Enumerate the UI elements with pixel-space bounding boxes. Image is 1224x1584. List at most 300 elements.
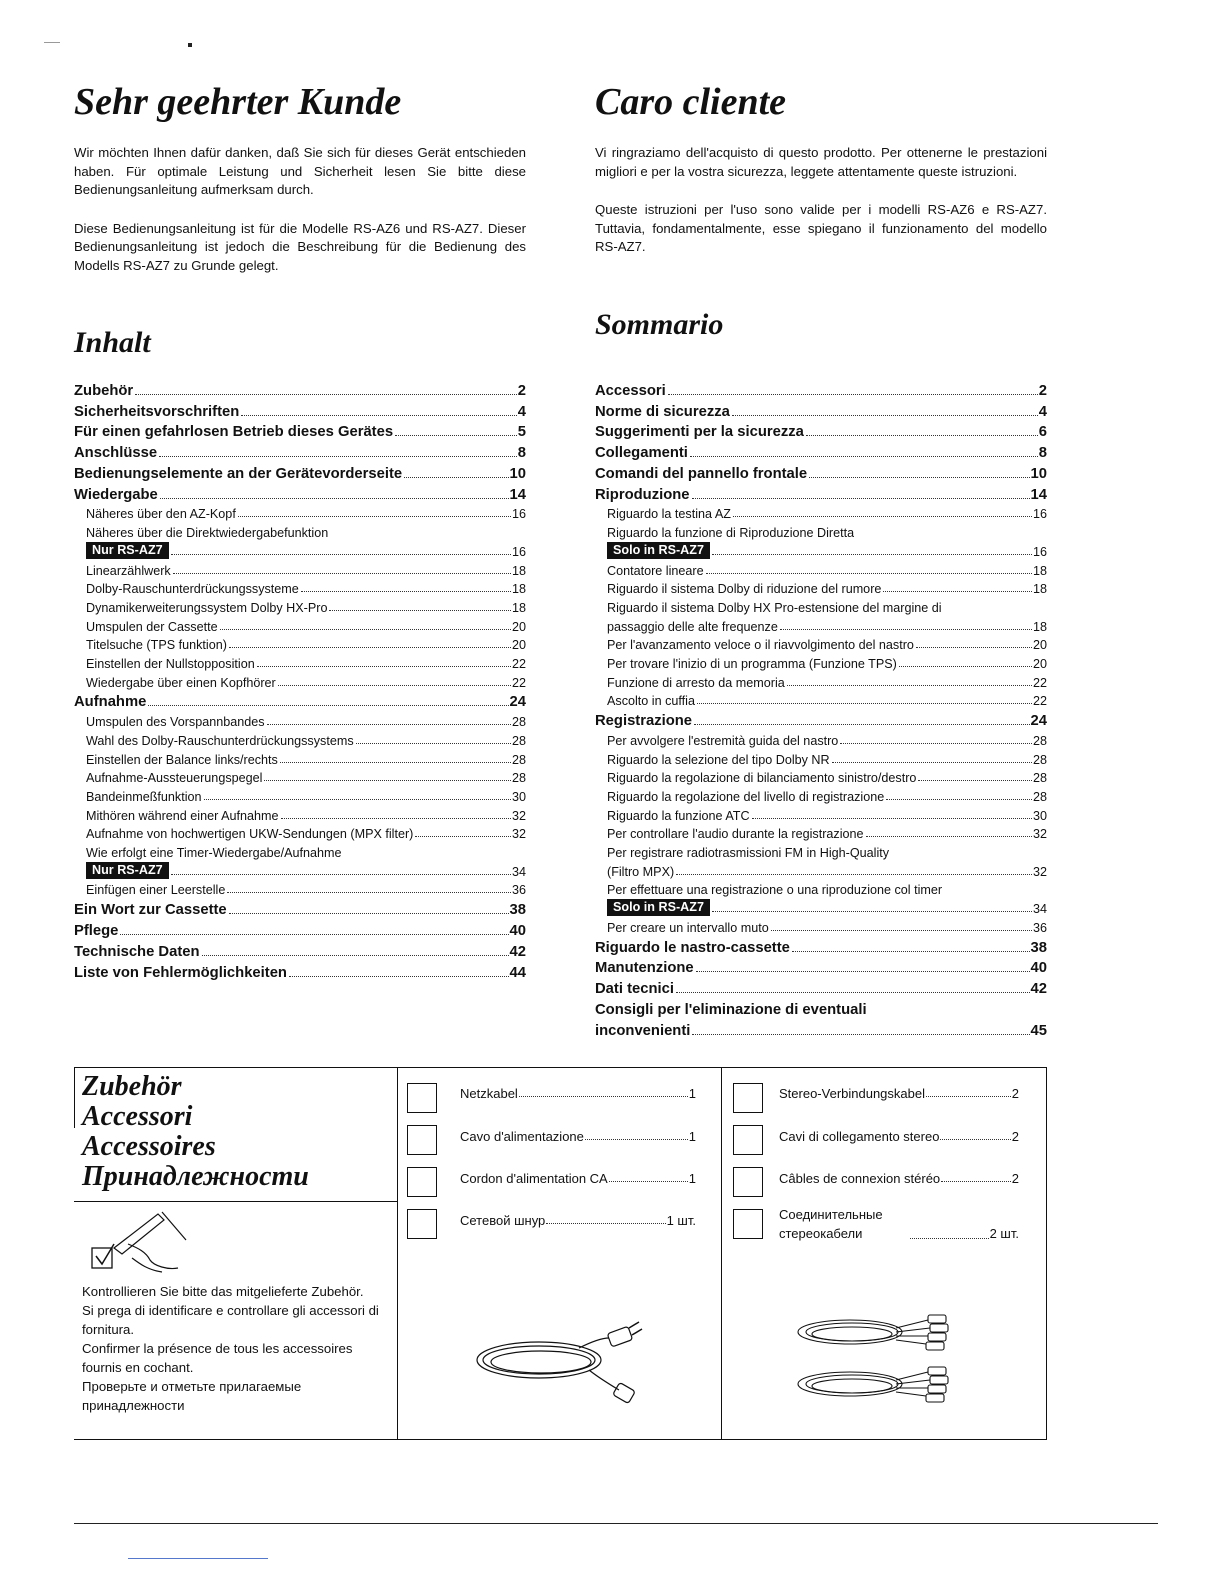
german-toc-label: Einstellen der Balance links/rechts	[86, 752, 278, 767]
stereo-cable-qty-fr: 2	[1011, 1171, 1019, 1186]
divider-1	[397, 1068, 398, 1439]
german-toc-leader	[238, 516, 511, 517]
italian-toc-label: Consigli per l'eliminazione di eventuali	[595, 1001, 867, 1018]
italian-toc-page: 28	[1032, 789, 1047, 804]
stereo-cable-label-ru: Соединительные стереокабели	[779, 1207, 883, 1241]
italian-toc-label: Riguardo la regolazione di bilanciamento sinistro/destro	[607, 771, 917, 786]
italian-toc-entry	[595, 559, 1047, 578]
german-toc-label: Näheres über den AZ-Kopf	[86, 507, 236, 522]
german-toc-leader	[120, 934, 508, 935]
german-toc-entry	[74, 785, 526, 804]
german-toc	[74, 378, 526, 981]
italian-toc-label: Comandi del pannello frontale	[595, 465, 808, 482]
accessories-box	[74, 1067, 1047, 1440]
italian-model-badge: Solo in RS-AZ7	[607, 899, 710, 916]
italian-toc-leader	[732, 415, 1038, 416]
german-toc-leader	[264, 780, 511, 781]
italian-toc-label: Collegamenti	[595, 445, 688, 462]
italian-toc-page: 20	[1032, 638, 1047, 653]
italian-toc-leader	[733, 516, 1032, 517]
german-toc-entry	[74, 540, 526, 559]
stereo-cable-label-fr: Câbles de connexion stéréo	[779, 1171, 941, 1186]
italian-toc-page: 8	[1038, 445, 1047, 462]
italian-toc-page: 32	[1032, 827, 1047, 842]
german-toc-entry	[74, 378, 526, 399]
german-toc-label: Pflege	[74, 922, 119, 939]
italian-toc-leader	[792, 951, 1030, 952]
german-toc-entry	[74, 879, 526, 898]
italian-toc-entry	[595, 482, 1047, 503]
german-toc-label: Titelsuche (TPS funktion)	[86, 638, 227, 653]
german-toc-label: Aufnahme von hochwertigen UKW-Sendungen (MPX filter)	[86, 827, 414, 842]
power-cord-label-fr: Cordon d'alimentation CA	[460, 1171, 608, 1186]
italian-toc-entry	[595, 767, 1047, 786]
italian-toc-page: 20	[1032, 656, 1047, 671]
italian-toc-entry	[595, 956, 1047, 977]
italian-toc-leader	[676, 874, 1032, 875]
german-toc-page: 5	[517, 424, 526, 441]
italian-toc-leader	[866, 836, 1032, 837]
german-intro-p2: Diese Bedienungsanleitung ist für die Modelle RS-AZ6 und RS-AZ7. Dieser Bedienungsanleitung ist jedoch die Beschreibung für die Bedienung des Modells RS-AZ7 zu Grunde gelegt.	[74, 220, 526, 273]
german-toc-leader	[229, 913, 509, 914]
italian-toc-entry	[595, 671, 1047, 690]
power-cord-checkbox-it[interactable]	[407, 1125, 437, 1155]
italian-toc-label: Dati tecnici	[595, 981, 674, 998]
german-toc-label: Für einen gefahrlosen Betrieb dieses Gerätes	[74, 424, 394, 441]
italian-toc-label: Riguardo la testina AZ	[607, 507, 731, 522]
italian-toc-leader	[752, 818, 1032, 819]
italian-toc-leader	[918, 780, 1032, 781]
acc-title-it: Accessori	[82, 1101, 193, 1132]
scan-dot	[188, 43, 192, 47]
italian-toc-page: 16	[1032, 507, 1047, 522]
stereo-cable-qty-de: 2	[1011, 1086, 1019, 1101]
italian-toc-page: 36	[1032, 920, 1047, 935]
italian-toc-entry	[595, 841, 1047, 860]
italian-intro-p2: Queste istruzioni per l'uso sono valide per i modelli RS-AZ6 e RS-AZ7. Tuttavia, fondamentalmente, esse spiegano il funzionamento del modello RS-AZ7.	[595, 202, 1047, 254]
german-toc-page: 22	[511, 675, 526, 690]
italian-toc-title: Sommario	[595, 308, 724, 341]
german-toc-leader	[160, 498, 509, 499]
power-cord-checkbox-de[interactable]	[407, 1083, 437, 1113]
italian-toc-entry	[595, 748, 1047, 767]
stereo-cable-it	[779, 1129, 1019, 1144]
stereo-cable-ru	[779, 1205, 1019, 1243]
italian-toc-leader	[832, 762, 1032, 763]
italian-toc-leader	[771, 930, 1032, 931]
german-toc-label: Ein Wort zur Cassette	[74, 902, 227, 919]
german-toc-leader	[204, 799, 511, 800]
italian-toc-label: Ascolto in cuffia	[607, 694, 695, 709]
italian-toc-leader	[676, 992, 1030, 993]
italian-toc-label: Per avvolgere l'estremità guida del nastro	[607, 733, 839, 748]
german-toc-label: Technische Daten	[74, 943, 200, 960]
german-toc-entry	[74, 939, 526, 960]
italian-toc-entry	[595, 804, 1047, 823]
italian-toc-label: Per l'avanzamento veloce o il riavvolgimento del nastro	[607, 638, 914, 653]
check-text-ru: Проверьте и отметьте прилагаемые принадлежности	[82, 1379, 302, 1413]
german-toc-label: Zubehör	[74, 382, 134, 399]
italian-intro	[595, 144, 1047, 257]
german-toc-leader	[173, 573, 511, 574]
german-toc-entry	[74, 729, 526, 748]
german-toc-leader	[329, 610, 511, 611]
power-cord-qty-fr: 1	[688, 1171, 696, 1186]
german-toc-page: 32	[511, 808, 526, 823]
german-toc-entry	[74, 767, 526, 786]
italian-toc-label: Riproduzione	[595, 486, 690, 503]
german-toc-leader	[148, 705, 508, 706]
german-toc-page: 36	[511, 883, 526, 898]
german-toc-leader	[281, 818, 511, 819]
power-cord-de	[460, 1086, 696, 1101]
italian-toc-page: 45	[1030, 1022, 1047, 1039]
german-title: Sehr geehrter Kunde	[74, 81, 402, 123]
italian-toc-leader	[697, 703, 1032, 704]
italian-toc-label: Per controllare l'audio durante la registrazione	[607, 827, 864, 842]
italian-toc-leader	[916, 647, 1032, 648]
italian-toc-page: 2	[1038, 382, 1047, 399]
german-toc-leader	[171, 554, 511, 555]
german-toc-label: Bedienungselemente an der Gerätevorderseite	[74, 465, 403, 482]
stereo-cable-checkbox-fr[interactable]	[733, 1167, 763, 1197]
scan-mark	[44, 42, 60, 43]
italian-toc-leader	[883, 591, 1032, 592]
german-toc-label: Umspulen des Vorspannbandes	[86, 715, 265, 730]
italian-toc-page: 38	[1030, 939, 1047, 956]
german-toc-page: 44	[509, 964, 526, 981]
italian-toc-label: Riguardo il sistema Dolby HX Pro-estensione del margine di	[607, 600, 942, 615]
german-toc-leader	[280, 762, 511, 763]
italian-toc-label: Funzione di arresto da memoria	[607, 675, 785, 690]
italian-toc-entry	[595, 1018, 1047, 1039]
italian-toc-entry	[595, 440, 1047, 461]
italian-toc-label: Riguardo la selezione del tipo Dolby NR	[607, 752, 830, 767]
italian-toc-entry	[595, 860, 1047, 879]
german-toc-leader	[257, 666, 511, 667]
italian-toc-page: 4	[1038, 403, 1047, 420]
power-cord-qty-it: 1	[688, 1129, 696, 1144]
german-toc-entry	[74, 690, 526, 711]
german-toc-leader	[278, 685, 511, 686]
german-intro-p1: Wir möchten Ihnen dafür danken, daß Sie sich für dieses Gerät entschieden haben. Für optimale Leistung und Sicherheit lesen Sie bitte diese Bedienungsanleitung aufmerksam durch.	[74, 145, 526, 197]
german-toc-page: 8	[517, 445, 526, 462]
german-toc-entry	[74, 823, 526, 842]
italian-toc-entry	[595, 378, 1047, 399]
german-toc-page: 18	[511, 582, 526, 597]
german-toc-entry	[74, 748, 526, 767]
german-toc-entry	[74, 615, 526, 634]
stereo-cable-checkbox-ru[interactable]	[733, 1209, 763, 1239]
german-toc-entry	[74, 918, 526, 939]
check-text-de: Kontrollieren Sie bitte das mitgelieferte Zubehör.	[82, 1284, 364, 1299]
power-cord-checkbox-fr[interactable]	[407, 1167, 437, 1197]
power-cord-it	[460, 1129, 696, 1144]
german-toc-entry	[74, 596, 526, 615]
italian-toc-entry	[595, 503, 1047, 522]
german-toc-entry	[74, 897, 526, 918]
german-toc-entry	[74, 559, 526, 578]
stereo-cable-checkbox-it[interactable]	[733, 1125, 763, 1155]
german-toc-label: Aufnahme	[74, 694, 147, 711]
italian-toc-label: Suggerimenti per la sicurezza	[595, 424, 804, 441]
italian-toc-label: Norme di sicurezza	[595, 403, 730, 420]
italian-toc-leader	[692, 498, 1030, 499]
italian-toc-entry	[595, 823, 1047, 842]
italian-toc-entry	[595, 652, 1047, 671]
italian-toc-entry	[595, 634, 1047, 653]
power-cord-drawing	[469, 1318, 649, 1408]
italian-toc-entry	[595, 461, 1047, 482]
italian-toc-label: Accessori	[595, 382, 666, 399]
german-toc-page: 40	[509, 922, 526, 939]
german-toc-page: 10	[509, 465, 526, 482]
italian-toc-page: 34	[1032, 902, 1047, 917]
italian-toc-page: 18	[1032, 619, 1047, 634]
italian-toc-page: 14	[1030, 486, 1047, 503]
power-cord-label-it: Cavo d'alimentazione	[460, 1129, 584, 1144]
italian-toc-entry	[595, 615, 1047, 634]
german-toc-label: Liste von Fehlermöglichkeiten	[74, 964, 287, 981]
german-toc-leader	[229, 647, 511, 648]
german-toc-page: 18	[511, 600, 526, 615]
italian-toc-page: 32	[1032, 864, 1047, 879]
italian-toc-leader	[780, 629, 1032, 630]
german-toc-label: Einfügen einer Leerstelle	[86, 883, 226, 898]
german-toc-page: 16	[511, 544, 526, 559]
italian-toc-entry	[595, 708, 1047, 729]
german-toc-page: 20	[511, 638, 526, 653]
german-toc-entry	[74, 710, 526, 729]
german-toc-leader	[404, 477, 508, 478]
italian-toc-leader	[886, 799, 1032, 800]
german-toc-label: Wiedergabe	[74, 486, 158, 503]
german-toc-entry	[74, 634, 526, 653]
acc-title-fr: Accessoires	[82, 1131, 216, 1162]
german-intro	[74, 144, 526, 275]
stereo-cable-qty-ru: 2 шт.	[989, 1226, 1019, 1241]
german-toc-page: 32	[511, 827, 526, 842]
german-toc-leader	[301, 591, 511, 592]
german-toc-page: 28	[511, 752, 526, 767]
german-toc-label: Näheres über die Direktwiedergabefunktion	[86, 526, 329, 541]
bottom-rule	[74, 1523, 1158, 1524]
italian-toc-page: 30	[1032, 808, 1047, 823]
italian-toc-page: 28	[1032, 733, 1047, 748]
german-toc-entry	[74, 420, 526, 441]
italian-toc-heading	[595, 308, 723, 342]
italian-toc-label: Per registrare radiotrasmissioni FM in High-Quality	[607, 845, 890, 860]
german-toc-page: 20	[511, 619, 526, 634]
power-cord-checkbox-ru[interactable]	[407, 1209, 437, 1239]
check-text-it: Si prega di identificare e controllare gli accessori di fornitura.	[82, 1303, 379, 1337]
italian-toc-leader	[712, 554, 1032, 555]
italian-toc-entry	[595, 916, 1047, 935]
italian-toc-label: Contatore lineare	[607, 563, 704, 578]
italian-toc-leader	[668, 394, 1038, 395]
german-toc-leader	[171, 874, 511, 875]
german-toc-label: Linearzählwerk	[86, 563, 171, 578]
left-border	[74, 1068, 75, 1128]
german-toc-entry	[74, 652, 526, 671]
italian-toc-entry	[595, 997, 1047, 1018]
german-toc-heading	[74, 326, 151, 360]
italian-toc-entry	[595, 879, 1047, 898]
italian-toc-entry	[595, 420, 1047, 441]
german-toc-page: 28	[511, 715, 526, 730]
divider-2	[721, 1068, 722, 1439]
german-toc-label: Bandeinmeßfunktion	[86, 789, 202, 804]
german-toc-label: Aufnahme-Aussteuerungspegel	[86, 771, 263, 786]
italian-toc-leader	[692, 1034, 1029, 1035]
italian-title: Caro cliente	[595, 81, 787, 123]
german-toc-entry	[74, 841, 526, 860]
italian-toc-page: 42	[1030, 981, 1047, 998]
power-cord-label-ru: Сетевой шнур	[460, 1213, 546, 1228]
italian-toc-page: 10	[1030, 465, 1047, 482]
german-toc-page: 14	[509, 486, 526, 503]
german-toc-entry	[74, 399, 526, 420]
italian-toc-leader	[809, 477, 1029, 478]
italian-toc-page: 6	[1038, 424, 1047, 441]
german-toc-leader	[135, 394, 517, 395]
german-toc-label: Umspulen der Cassette	[86, 619, 218, 634]
german-toc-leader	[227, 892, 511, 893]
german-toc-label: Dolby-Rauschunterdrückungssysteme	[86, 582, 299, 597]
german-toc-entry	[74, 521, 526, 540]
german-toc-page: 34	[511, 864, 526, 879]
italian-toc-leader	[840, 743, 1032, 744]
stereo-cable-label-de: Stereo-Verbindungskabel	[779, 1086, 925, 1101]
italian-toc-entry	[595, 785, 1047, 804]
italian-toc-page: 28	[1032, 771, 1047, 786]
power-cord-label-de: Netzkabel	[460, 1086, 518, 1101]
italian-toc-page: 16	[1032, 544, 1047, 559]
acc-title-ru: Принадлежности	[82, 1161, 309, 1192]
italian-model-badge: Solo in RS-AZ7	[607, 542, 710, 559]
italian-toc	[595, 378, 1047, 1039]
german-toc-entry	[74, 804, 526, 823]
power-cord-ru	[460, 1213, 696, 1228]
german-toc-label: Wie erfolgt eine Timer-Wiedergabe/Aufnahme	[86, 845, 342, 860]
german-toc-leader	[220, 629, 511, 630]
italian-toc-label: Per trovare l'inizio di un programma (Funzione TPS)	[607, 656, 897, 671]
italian-column	[595, 80, 1047, 277]
german-toc-label: Sicherheitsvorschriften	[74, 403, 240, 420]
german-toc-page: 2	[517, 382, 526, 399]
italian-toc-entry	[595, 521, 1047, 540]
italian-toc-entry	[595, 935, 1047, 956]
italian-toc-label: Riguardo la funzione ATC	[607, 808, 750, 823]
italian-toc-leader	[899, 666, 1032, 667]
german-toc-entry	[74, 578, 526, 597]
check-instructions	[82, 1282, 390, 1415]
german-toc-leader	[241, 415, 516, 416]
italian-toc-leader	[696, 971, 1030, 972]
italian-toc-label: inconvenienti	[595, 1022, 691, 1039]
german-toc-entry	[74, 482, 526, 503]
stereo-cable-checkbox-de[interactable]	[733, 1083, 763, 1113]
german-toc-page: 4	[517, 403, 526, 420]
german-model-badge: Nur RS-AZ7	[86, 862, 169, 879]
accessories-titles	[82, 1072, 309, 1192]
german-toc-entry	[74, 960, 526, 981]
german-toc-label: Dynamikerweiterungssystem Dolby HX-Pro	[86, 600, 328, 615]
german-model-badge: Nur RS-AZ7	[86, 542, 169, 559]
italian-toc-leader	[706, 573, 1032, 574]
german-toc-page: 28	[511, 733, 526, 748]
italian-toc-entry	[595, 690, 1047, 709]
german-toc-page: 42	[509, 943, 526, 960]
german-column	[74, 80, 526, 295]
power-cord-qty-ru: 1 шт.	[666, 1213, 696, 1228]
check-text-fr: Confirmer la présence de tous les accessoires fournis en cochant.	[82, 1341, 353, 1375]
italian-toc-label: Per effettuare una registrazione o una riproduzione col timer	[607, 883, 943, 898]
german-toc-leader	[289, 976, 509, 977]
german-toc-page: 38	[509, 902, 526, 919]
bottom-link-rule	[128, 1558, 268, 1559]
italian-toc-leader	[712, 911, 1032, 912]
italian-toc-label: (Filtro MPX)	[607, 864, 675, 879]
italian-toc-entry	[595, 399, 1047, 420]
italian-intro-p1: Vi ringraziamo dell'acquisto di questo prodotto. Per ottenerne le prestazioni migliori e per la vostra sicurezza, leggete attentamente queste istruzioni.	[595, 145, 1047, 179]
german-toc-label: Mithören während einer Aufnahme	[86, 808, 279, 823]
stereo-cable-qty-it: 2	[1011, 1129, 1019, 1144]
italian-toc-label: Per creare un intervallo muto	[607, 920, 769, 935]
german-toc-entry	[74, 503, 526, 522]
german-toc-leader	[415, 836, 511, 837]
german-toc-label: Wiedergabe über einen Kopfhörer	[86, 675, 276, 690]
italian-toc-page: 28	[1032, 752, 1047, 767]
german-toc-page: 16	[511, 507, 526, 522]
italian-toc-entry	[595, 729, 1047, 748]
german-toc-entry	[74, 671, 526, 690]
german-toc-leader	[356, 743, 511, 744]
italian-toc-entry	[595, 540, 1047, 559]
pen-check-illustration	[88, 1208, 198, 1284]
german-toc-label: Anschlüsse	[74, 445, 158, 462]
italian-toc-label: Riguardo le nastro-cassette	[595, 939, 790, 956]
german-toc-entry	[74, 440, 526, 461]
italian-toc-label: Riguardo il sistema Dolby di riduzione del rumore	[607, 582, 882, 597]
stereo-cable-label-it: Cavi di collegamento stereo	[779, 1129, 940, 1144]
italian-toc-page: 18	[1032, 582, 1047, 597]
german-toc-leader	[267, 724, 511, 725]
italian-toc-entry	[595, 976, 1047, 997]
german-toc-leader	[395, 435, 517, 436]
italian-toc-page: 24	[1030, 713, 1047, 730]
power-cord-qty-de: 1	[688, 1086, 696, 1101]
italian-toc-page: 22	[1032, 694, 1047, 709]
stereo-cable-de	[779, 1086, 1019, 1101]
italian-toc-entry	[595, 578, 1047, 597]
italian-toc-page: 40	[1030, 960, 1047, 977]
italian-toc-label: passaggio delle alte frequenze	[607, 619, 778, 634]
italian-toc-leader	[787, 685, 1032, 686]
italian-toc-page: 18	[1032, 563, 1047, 578]
title-divider	[74, 1201, 397, 1202]
german-toc-leader	[159, 456, 517, 457]
italian-toc-page: 22	[1032, 675, 1047, 690]
italian-toc-leader	[806, 435, 1038, 436]
italian-toc-leader	[694, 724, 1030, 725]
stereo-cable-drawing	[792, 1298, 972, 1418]
stereo-cable-fr	[779, 1171, 1019, 1186]
german-toc-page: 24	[509, 694, 526, 711]
italian-toc-label: Riguardo la regolazione del livello di registrazione	[607, 789, 885, 804]
german-toc-label: Wahl des Dolby-Rauschunterdrückungssystems	[86, 733, 354, 748]
german-toc-entry	[74, 860, 526, 879]
